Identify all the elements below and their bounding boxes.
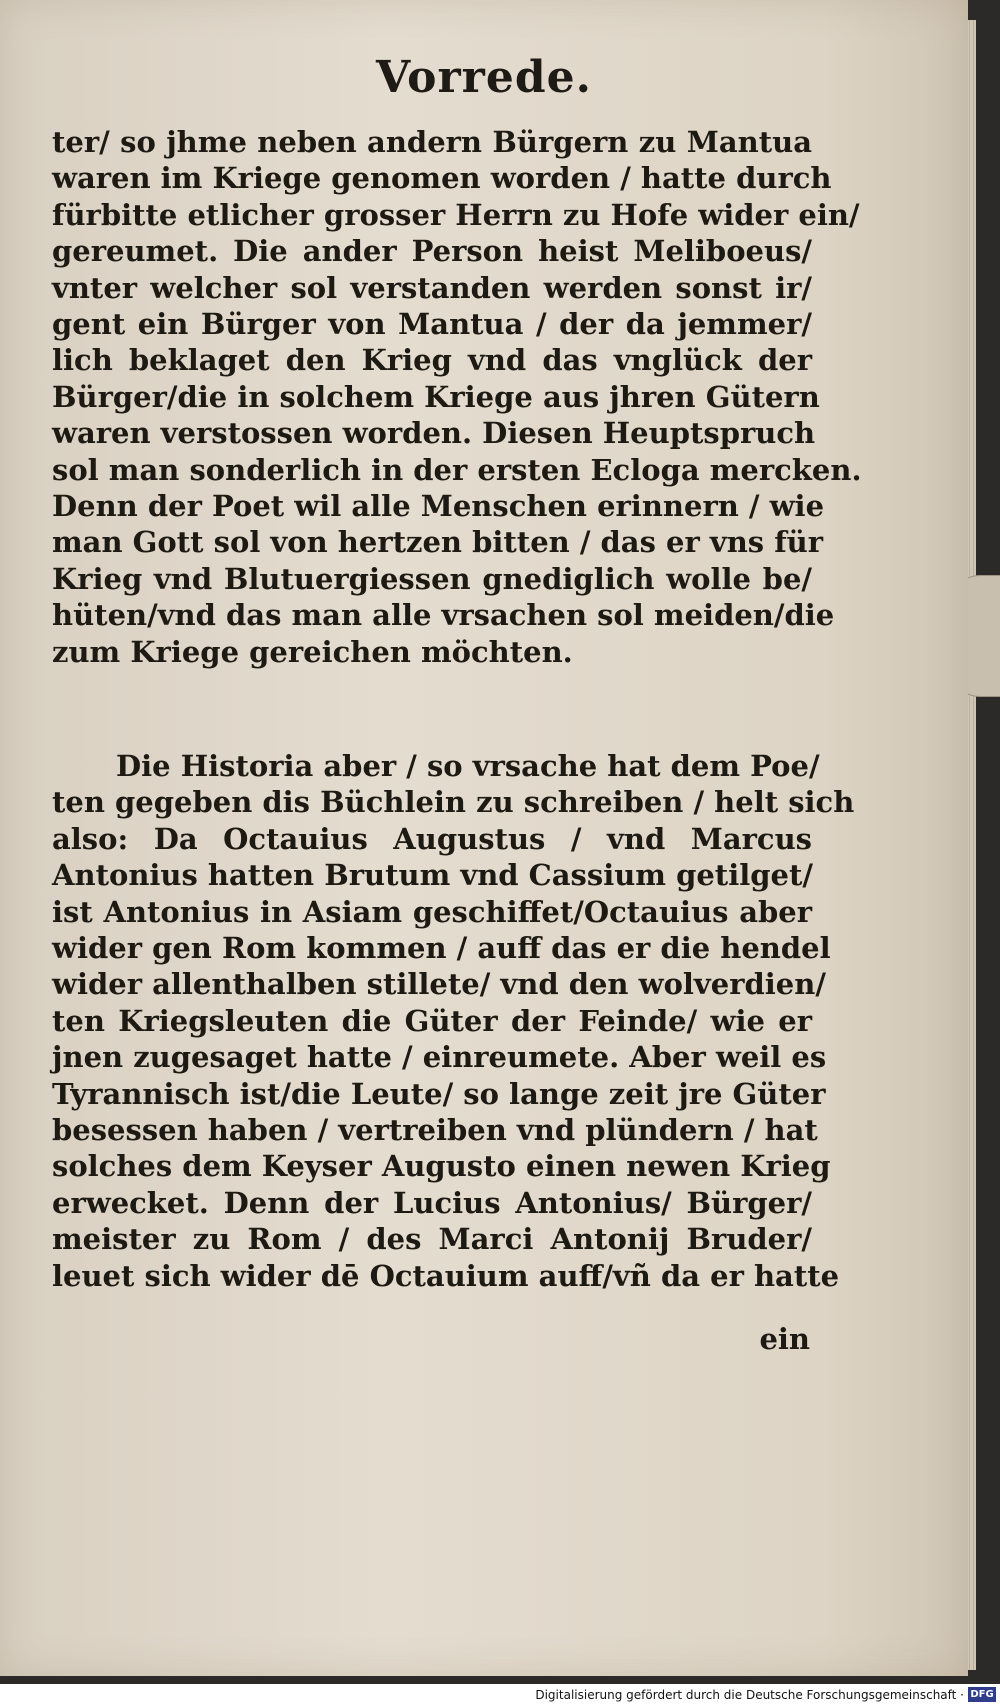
- text-line: jnen zugesaget hatte / einreumete. Aber weil es: [52, 1040, 827, 1075]
- text-line: solches dem Keyser Augusto einen newen Krieg: [52, 1149, 831, 1184]
- text-line: man Gott sol von hertzen bitten / das er vns für: [52, 525, 824, 560]
- text-line: gereumet. Die ander Person heist Meliboeus/: [52, 234, 812, 269]
- text-line: gent ein Bürger von Mantua / der da jemmer/: [52, 307, 812, 342]
- text-line: ist Antonius in Asiam geschiffet/Octauius aber: [52, 894, 812, 929]
- text-line: wider gen Rom kommen / auff das er die hendel: [52, 931, 831, 966]
- text-line: Antonius hatten Brutum vnd Cassium getilget/: [52, 858, 813, 893]
- text-line: meister zu Rom / des Marci Antonij Bruder/: [52, 1222, 812, 1257]
- text-line: sol man sonderlich in der ersten Ecloga mercken.: [52, 452, 862, 487]
- catchword: ein: [759, 1322, 810, 1356]
- running-head: Vorrede.: [376, 52, 592, 103]
- text-line: zum Kriege gereichen möchten.: [52, 634, 573, 669]
- text-line: ten Kriegsleuten die Güter der Feinde/ wie er: [52, 1003, 812, 1038]
- paragraph-2: [52, 748, 855, 1294]
- text-line: also: Da Octauius Augustus / vnd Marcus: [52, 821, 812, 856]
- paragraph-1: [52, 124, 862, 670]
- dfg-logo: DFG: [968, 1687, 996, 1702]
- text-line: ten gegeben dis Büchlein zu schreiben / helt sich: [52, 785, 855, 820]
- text-line: ter/ so jhme neben andern Bürgern zu Mantua: [52, 125, 812, 159]
- text-line: besessen haben / vertreiben vnd plündern / hat: [52, 1113, 818, 1148]
- text-line: fürbitte etlicher grosser Herrn zu Hofe wider ein/: [52, 197, 860, 232]
- text-line: Tyrannisch ist/die Leute/ so lange zeit jre Güter: [52, 1076, 826, 1111]
- text-line: leuet sich wider dē Octauium auff/vñ da er hatte: [52, 1258, 840, 1293]
- text-line: Denn der Poet wil alle Menschen erinnern / wie: [52, 489, 825, 524]
- text-line: Krieg vnd Blutuergiessen gnediglich wolle be/: [52, 561, 812, 596]
- text-line: vnter welcher sol verstanden werden sonst ir/: [52, 270, 812, 305]
- text-line: Die Historia aber / so vrsache hat dem Poe/: [116, 749, 820, 783]
- text-line: hüten/vnd das man alle vrsachen sol meiden/die: [52, 598, 835, 633]
- text-line: wider allenthalben stillete/ vnd den wolverdien/: [52, 967, 826, 1002]
- text-line: lich beklaget den Krieg vnd das vnglück der: [52, 343, 812, 378]
- text-line: waren verstossen worden. Diesen Heuptspruch: [52, 416, 816, 451]
- digitization-credit: Digitalisierung gefördert durch die Deutsche Forschungsgemeinschaft ·: [535, 1688, 964, 1702]
- text-line: erwecket. Denn der Lucius Antonius/ Bürger/: [52, 1185, 812, 1220]
- text-line: waren im Kriege genomen worden / hatte durch: [52, 161, 832, 196]
- text-line: Bürger/die in solchem Kriege aus jhren Gütern: [52, 379, 820, 414]
